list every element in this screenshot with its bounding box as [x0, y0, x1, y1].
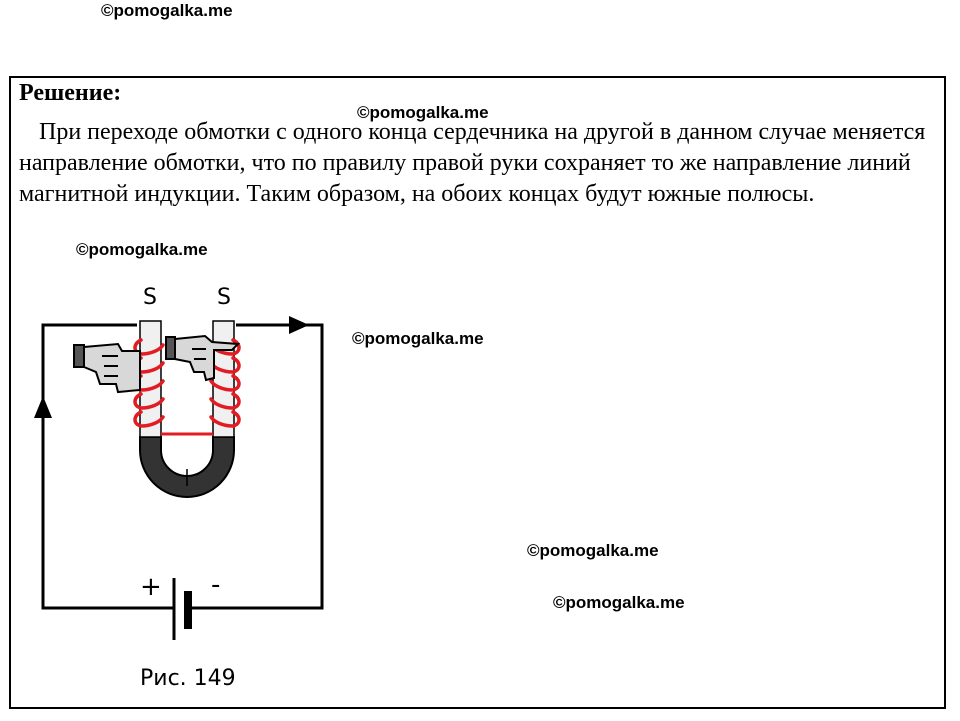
core-left [140, 321, 161, 437]
watermark-heading: ©pomogalka.me [357, 103, 489, 122]
watermark-top: ©pomogalka.me [101, 1, 233, 20]
magnet-bend [140, 437, 234, 497]
battery-plus-label: + [140, 572, 162, 602]
solution-text: При переходе обмотки с одного конца сердечника на другой в данном случае меняется направление обмотки, что по правилу правой руки сохраняет то же направление линий магнитной индукции. Таким образом, на обоих концах будут южные полюсы. [19, 119, 926, 207]
watermark-bottom-2: ©pomogalka.me [553, 593, 685, 612]
battery-minus-label: - [211, 570, 221, 600]
solution-heading: Решение: [19, 80, 122, 106]
figure-caption: Рис. 149 [140, 666, 236, 691]
core-right [213, 321, 234, 437]
right-hand-left-icon [74, 344, 140, 392]
pole-label-left: S [143, 285, 157, 310]
watermark-figure-right: ©pomogalka.me [352, 329, 484, 348]
pole-label-right: S [217, 285, 231, 310]
current-arrow-right-icon [289, 316, 309, 334]
current-arrow-up-icon [34, 396, 52, 418]
watermark-bottom-1: ©pomogalka.me [527, 541, 659, 560]
watermark-figure-top: ©pomogalka.me [76, 240, 208, 259]
battery-icon [174, 578, 192, 640]
